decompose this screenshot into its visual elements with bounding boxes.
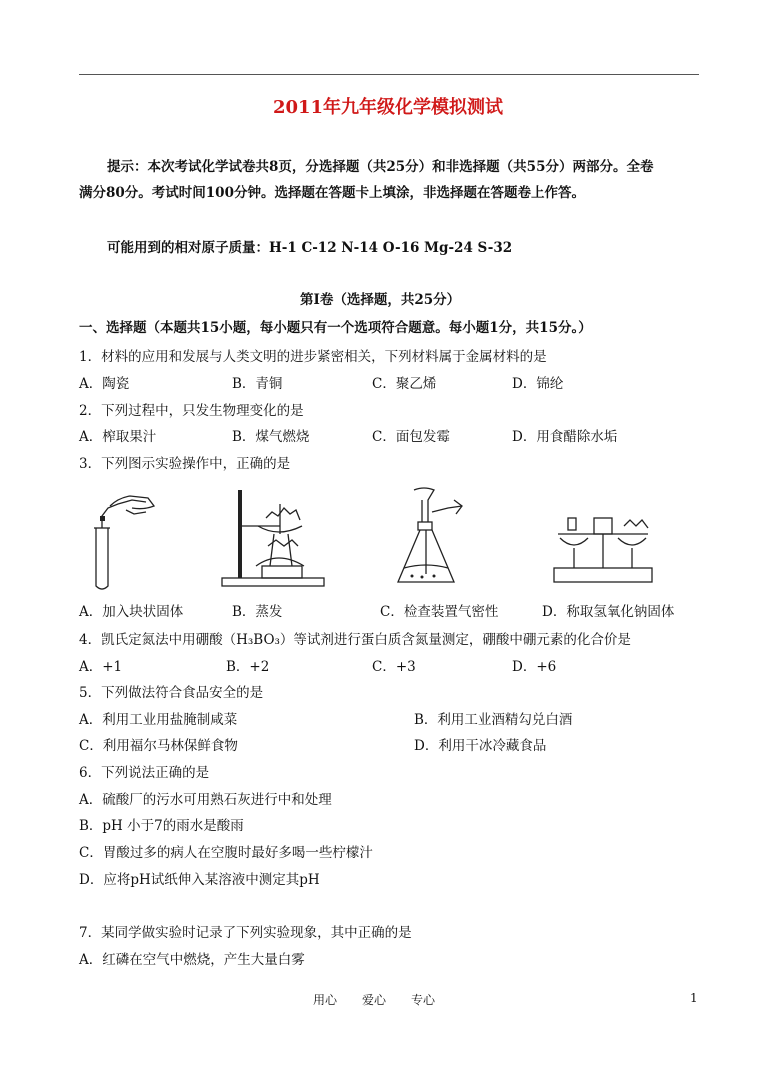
figure-airtightness xyxy=(392,482,482,590)
q3-option-b: B．蒸发 xyxy=(232,604,283,620)
q2-option-c: C．面包发霉 xyxy=(372,429,450,445)
q3-stem: 3．下列图示实验操作中，正确的是 xyxy=(79,456,291,472)
q4-stem: 4．凯氏定氮法中用硼酸（H₃BO₃）等试剂进行蛋白质含氮量测定，硼酸中硼元素的化合价是 xyxy=(79,632,631,648)
q6-option-c: C．胃酸过多的病人在空腹时最好多喝一些柠檬汁 xyxy=(79,845,373,861)
figure-add-solid xyxy=(88,488,168,593)
q1-stem: 1．材料的应用和发展与人类文明的进步紧密相关，下列材料属于金属材料的是 xyxy=(79,349,547,365)
header-rule xyxy=(79,74,699,75)
q1-option-d: D．锦纶 xyxy=(512,376,564,392)
figure-balance xyxy=(548,508,658,590)
q3-option-d: D．称取氢氧化钠固体 xyxy=(542,604,675,620)
q5-option-b: B．利用工业酒精勾兑白酒 xyxy=(414,712,573,728)
q7-stem: 7．某同学做实验时记录了下列实验现象，其中正确的是 xyxy=(79,925,412,941)
q2-option-b: B．煤气燃烧 xyxy=(232,429,310,445)
q5-stem: 5．下列做法符合食品安全的是 xyxy=(79,685,264,701)
notice-line-2: 满分80分。考试时间100分钟。选择题在答题卡上填涂，非选择题在答题卷上作答。 xyxy=(79,185,585,201)
q1-option-a: A．陶瓷 xyxy=(79,376,130,392)
q5-option-d: D．利用干冰冷藏食品 xyxy=(414,738,547,754)
page-title: 2011年九年级化学模拟测试 xyxy=(272,97,504,118)
q6-option-d: D．应将pH试纸伸入某溶液中测定其pH xyxy=(79,872,320,888)
q1-option-c: C．聚乙烯 xyxy=(372,376,437,392)
q5-option-a: A．利用工业用盐腌制咸菜 xyxy=(79,712,238,728)
page-number: 1 xyxy=(690,991,698,1005)
q2-option-d: D．用食醋除水垢 xyxy=(512,429,618,445)
footer-motto-2: 爱心 xyxy=(362,993,387,1007)
footer-motto-3: 专心 xyxy=(411,993,436,1007)
figure-evaporation xyxy=(218,486,328,591)
q2-stem: 2．下列过程中，只发生物理变化的是 xyxy=(79,403,304,419)
q6-stem: 6．下列说法正确的是 xyxy=(79,765,210,781)
q3-option-a: A．加入块状固体 xyxy=(79,604,184,620)
q5-option-c: C．利用福尔马林保鲜食物 xyxy=(79,738,238,754)
atomic-masses: 可能用到的相对原子质量：H-1 C-12 N-14 O-16 Mg-24 S-32 xyxy=(107,240,513,256)
q4-option-a: A．+1 xyxy=(79,659,123,675)
q3-option-c: C．检查装置气密性 xyxy=(380,604,499,620)
q4-option-d: D．+6 xyxy=(512,659,557,675)
q4-option-b: B．+2 xyxy=(226,659,270,675)
q6-option-b: B．pH 小于7的雨水是酸雨 xyxy=(79,818,244,834)
q1-option-b: B．青铜 xyxy=(232,376,283,392)
q2-option-a: A．榨取果汁 xyxy=(79,429,157,445)
footer-motto-1: 用心 xyxy=(313,993,338,1007)
part1-heading: 第Ⅰ卷（选择题，共25分） xyxy=(300,292,461,308)
q7-option-a: A．红磷在空气中燃烧，产生大量白雾 xyxy=(79,952,305,968)
q6-option-a: A．硫酸厂的污水可用熟石灰进行中和处理 xyxy=(79,792,332,808)
q4-option-c: C．+3 xyxy=(372,659,416,675)
notice-line-1: 提示：本次考试化学试卷共8页，分选择题（共25分）和非选择题（共55分）两部分。全卷 xyxy=(107,159,654,175)
part1-instruction: 一、选择题（本题共15小题，每小题只有一个选项符合题意。每小题1分，共15分。） xyxy=(79,320,592,336)
